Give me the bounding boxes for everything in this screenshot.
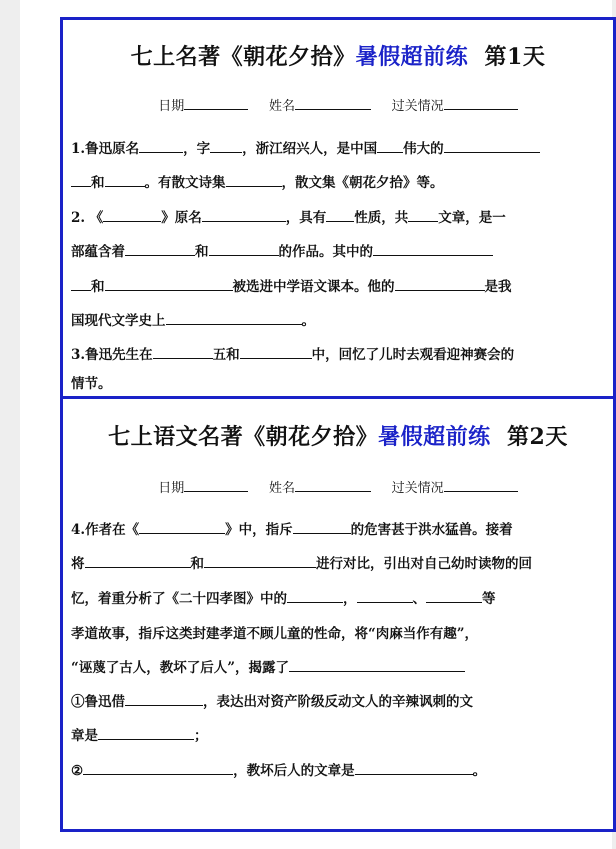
question-text: 被选进中学语文课本。他的 (232, 279, 395, 295)
q3-line1 (71, 343, 514, 363)
q2-line4 (71, 309, 315, 329)
answer-blank[interactable] (85, 555, 191, 568)
answer-blank[interactable] (293, 521, 351, 534)
question-text: 五和 (212, 347, 240, 363)
question-text: 国现代文学史上 (71, 313, 166, 329)
question-text: 进行对比，引出对自己幼时读物的回 (316, 556, 532, 572)
answer-blank[interactable] (103, 209, 161, 222)
q4-line7 (71, 724, 208, 744)
question-text: 和 (91, 175, 105, 191)
q4-line6 (71, 690, 473, 710)
q4-line8 (71, 759, 486, 779)
question-text: 和 (91, 279, 105, 295)
answer-blank[interactable] (444, 140, 540, 153)
question-text: 等 (482, 591, 496, 607)
day1-title-highlight: 暑假超前练 (355, 44, 469, 70)
q3-line2 (71, 372, 112, 392)
answer-blank[interactable] (287, 590, 343, 603)
page-sheet (20, 0, 612, 849)
question-text: ，浙江绍兴人，是中国 (242, 141, 378, 157)
question-text: 、 (412, 591, 426, 607)
question-text: 中，回忆了儿时去观看迎神赛会的 (311, 347, 515, 363)
question-text: 忆，着重分析了《二十四孝图》中的 (71, 591, 287, 607)
question-text: ，散文集《朝花夕拾》等。 (281, 175, 444, 191)
question-text: 孝道故事，指斥这类封建孝道不顾儿童的性命，将“肉麻当作有趣”， (71, 626, 479, 642)
q2-line1 (71, 206, 506, 226)
date-label: 日期 (158, 99, 185, 114)
status-blank[interactable] (444, 97, 518, 110)
answer-blank[interactable] (357, 590, 413, 603)
question-text: ①鲁迅借 (71, 694, 125, 710)
answer-blank[interactable] (240, 346, 312, 359)
date-label: 日期 (158, 481, 185, 496)
day1-title-day: 第1天 (484, 44, 546, 70)
q1-line2 (71, 171, 444, 191)
question-text: 。 (472, 763, 487, 779)
answer-blank[interactable] (71, 174, 91, 187)
question-text: 部蕴含着 (71, 244, 125, 260)
question-text: 情节。 (71, 376, 112, 392)
question-text: 文章，是一 (438, 210, 506, 226)
name-label: 姓名 (268, 99, 295, 114)
question-text: 的危害甚于洪水猛兽。接着 (350, 522, 513, 538)
day2-title (63, 420, 613, 451)
answer-blank[interactable] (373, 243, 493, 256)
question-text: ； (194, 728, 208, 744)
question-text: 章是 (71, 728, 98, 744)
date-blank[interactable] (184, 97, 248, 110)
answer-blank[interactable] (209, 243, 279, 256)
day2-title-prefix: 七上语文名著《朝花夕拾》 (108, 424, 379, 450)
answer-blank[interactable] (153, 346, 213, 359)
name-label: 姓名 (268, 481, 295, 496)
day1-title (63, 40, 613, 71)
q4-line1 (71, 518, 513, 538)
name-blank[interactable] (295, 479, 371, 492)
answer-blank[interactable] (377, 140, 403, 153)
question-text: 和 (195, 244, 209, 260)
question-text: 》原名 (161, 210, 202, 226)
question-text: ， (343, 591, 357, 607)
answer-blank[interactable] (166, 312, 302, 325)
question-text: 》中，指斥 (225, 522, 293, 538)
answer-blank[interactable] (125, 693, 203, 706)
question-text: ，表达出对资产阶级反动文人的辛辣讽刺的文 (203, 694, 473, 710)
answer-blank[interactable] (105, 174, 145, 187)
q4-line4 (71, 622, 478, 642)
question-text: 。 (301, 313, 315, 329)
status-label: 过关情况 (391, 99, 444, 114)
status-blank[interactable] (444, 479, 518, 492)
q4-line5 (71, 656, 465, 676)
answer-blank[interactable] (125, 243, 195, 256)
answer-blank[interactable] (408, 209, 438, 222)
answer-blank[interactable] (204, 555, 316, 568)
status-label: 过关情况 (391, 481, 444, 496)
question-text: ② (71, 763, 84, 779)
answer-blank[interactable] (326, 209, 354, 222)
answer-blank[interactable] (139, 140, 183, 153)
answer-blank[interactable] (426, 590, 482, 603)
question-text: 。有散文诗集 (144, 175, 226, 191)
question-text: 的作品。其中的 (278, 244, 373, 260)
q2-line2 (71, 240, 493, 260)
worksheet-frame (60, 17, 616, 832)
question-text: “诬蔑了古人，教坏了后人”，揭露了 (71, 660, 290, 676)
answer-blank[interactable] (202, 209, 286, 222)
day1-meta (63, 95, 613, 114)
section-divider (63, 396, 613, 399)
answer-blank[interactable] (289, 659, 465, 672)
question-text: 将 (71, 556, 85, 572)
answer-blank[interactable] (98, 727, 194, 740)
answer-blank[interactable] (139, 521, 225, 534)
question-text: 伟大的 (403, 141, 444, 157)
question-text: 性质，共 (354, 210, 409, 226)
question-text: 和 (190, 556, 204, 572)
q1-line1 (71, 137, 540, 157)
answer-blank[interactable] (226, 174, 282, 187)
q2-line3 (71, 275, 512, 295)
question-text: ，具有 (285, 210, 327, 226)
question-text: 是我 (484, 279, 512, 295)
q4-line2 (71, 552, 532, 572)
answer-blank[interactable] (210, 140, 242, 153)
date-blank[interactable] (184, 479, 248, 492)
question-text: 4.作者在《 (71, 522, 140, 538)
question-text: 1.鲁迅原名 (71, 141, 140, 157)
answer-blank[interactable] (83, 762, 233, 775)
name-blank[interactable] (295, 97, 371, 110)
answer-blank[interactable] (71, 278, 91, 291)
answer-blank[interactable] (395, 278, 485, 291)
day2-meta (63, 477, 613, 496)
question-text: ，教坏后人的文章是 (233, 763, 355, 779)
question-text: ，字 (183, 141, 211, 157)
question-text: 3.鲁迅先生在 (71, 347, 153, 363)
day2-title-highlight: 暑假超前练 (378, 424, 491, 450)
answer-blank[interactable] (105, 278, 233, 291)
day1-title-prefix: 七上名著《朝花夕拾》 (130, 44, 356, 70)
q4-line3 (71, 587, 496, 607)
answer-blank[interactable] (355, 762, 473, 775)
day2-title-day: 第2天 (507, 424, 568, 450)
question-text: 2. 《 (71, 210, 104, 226)
